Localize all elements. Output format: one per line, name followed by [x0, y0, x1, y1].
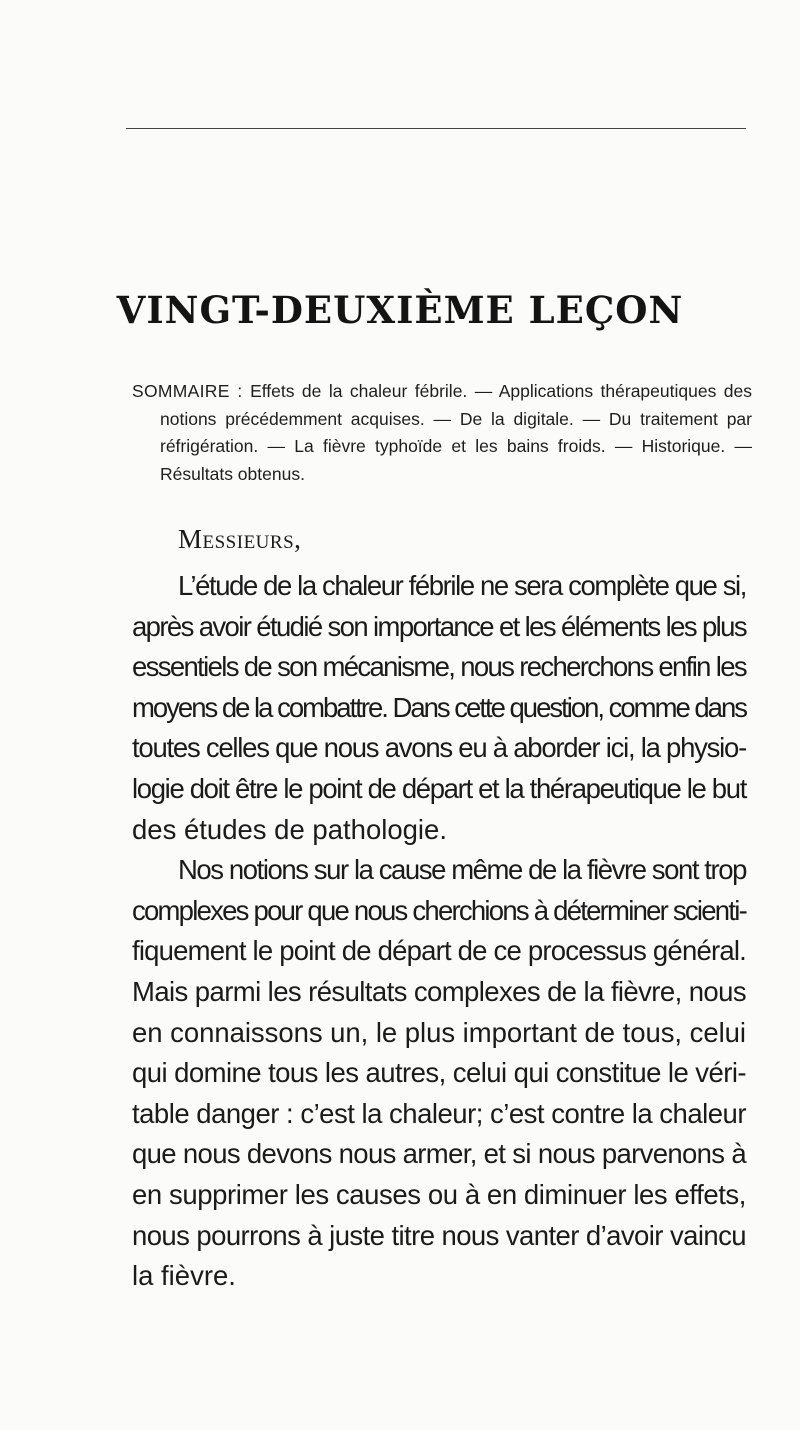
summary	[132, 378, 752, 488]
text-line: Mais parmi les résultats complexes de la fièvre, nous	[132, 975, 746, 1007]
paragraph-2	[132, 850, 746, 1297]
text-line: nous pourrons à juste titre nous vanter d’avoir vaincu	[132, 1219, 746, 1251]
text-line: essentiels de son mécanisme, nous recherchons enfin les	[132, 651, 747, 683]
text-line: fiquement le point de départ de ce processus général.	[132, 935, 746, 967]
text-line: que nous devons nous armer, et si nous parvenons à	[132, 1138, 746, 1170]
text-line: qui domine tous les autres, celui qui constitue le véri-	[132, 1057, 746, 1089]
summary-text: Effets de la chaleur fébrile. — Applications thérapeutiques des notions précédemment acquises. — De la digitale. — Du traitement par réfrigération. — La fièvre typhoïde et les bains froids. — Historique. — Résultats obtenus.	[160, 381, 752, 484]
text-line: en supprimer les causes ou à en diminuer les effets,	[132, 1178, 746, 1210]
salutation: Messieurs,	[178, 524, 302, 554]
header-rule	[126, 128, 746, 129]
text-line: en connaissons un, le plus important de tous, celui	[132, 1016, 746, 1048]
text-line: complexes pour que nous cherchions à déterminer scienti-	[132, 894, 746, 926]
text-line: après avoir étudié son importance et les éléments les plus	[132, 610, 746, 642]
text-line: moyens de la combattre. Dans cette question, comme dans	[132, 691, 746, 723]
paragraph-1	[132, 566, 746, 850]
text-line: logie doit être le point de départ et la thérapeutique le but	[132, 772, 746, 804]
text-line: Nos notions sur la cause même de la fièvre sont trop	[178, 854, 746, 886]
text-line: table danger : c’est la chaleur; c’est contre la chaleur	[132, 1097, 746, 1129]
text-line: la fièvre.	[132, 1260, 236, 1292]
text-line: L’étude de la chaleur fébrile ne sera complète que si,	[178, 570, 746, 601]
text-line: toutes celles que nous avons eu à aborder ici, la physio-	[132, 732, 746, 764]
lesson-title: VINGT-DEUXIÈME LEÇON	[116, 288, 684, 332]
text-line: des études de pathologie.	[132, 813, 447, 845]
summary-heading: SOMMAIRE :	[132, 381, 243, 401]
body-text	[132, 566, 746, 1297]
